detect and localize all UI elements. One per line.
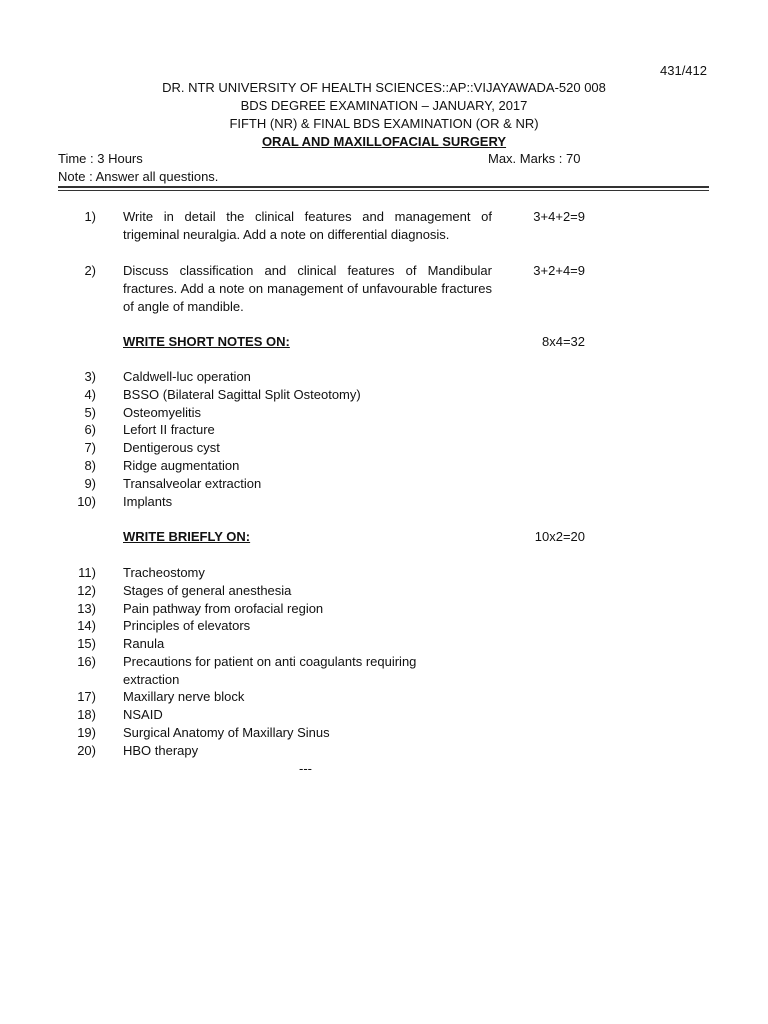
question-text: Stages of general anesthesia xyxy=(123,583,292,598)
question-marks: 3+4+2=9 xyxy=(533,209,585,224)
subject-title: ORAL AND MAXILLOFACIAL SURGERY xyxy=(261,134,507,149)
question-text: Ridge augmentation xyxy=(123,458,240,473)
question-number: 18) xyxy=(77,707,96,722)
header-divider-thin xyxy=(58,190,709,191)
exam-title: BDS DEGREE EXAMINATION – JANUARY, 2017 xyxy=(240,98,528,113)
question-number: 7) xyxy=(84,440,96,455)
question-text: Surgical Anatomy of Maxillary Sinus xyxy=(123,725,330,740)
question-number: 4) xyxy=(84,387,96,402)
header-divider xyxy=(58,186,709,188)
question-text: NSAID xyxy=(123,707,163,722)
question-number: 10) xyxy=(77,494,96,509)
question-text: Discuss classification and clinical features of Mandibular fractures. Add a note on management of unfavourable fractures of angle of mandible. xyxy=(123,263,492,314)
question-text: Implants xyxy=(123,494,173,509)
question-number: 14) xyxy=(77,618,96,633)
question-text: Maxillary nerve block xyxy=(123,689,245,704)
question-number: 1) xyxy=(84,209,96,224)
question-text: Dentigerous cyst xyxy=(123,440,220,455)
question-text: Tracheostomy xyxy=(123,565,205,580)
short-notes-marks: 8x4=32 xyxy=(541,334,585,349)
question-text: Write in detail the clinical features and management of trigeminal neuralgia. Add a note on differential diagnosis. xyxy=(123,209,492,242)
question-number: 2) xyxy=(84,263,96,278)
question-number: 5) xyxy=(84,405,96,420)
paper-code: 431/412 xyxy=(660,63,707,78)
question-text: Lefort II fracture xyxy=(123,422,215,437)
max-marks-label: Max. Marks : 70 xyxy=(488,151,581,166)
exam-year: FIFTH (NR) & FINAL BDS EXAMINATION (OR & NR) xyxy=(229,116,539,131)
question-number: 11) xyxy=(78,565,96,580)
question-text: BSSO (Bilateral Sagittal Split Osteotomy) xyxy=(123,387,361,402)
question-number: 9) xyxy=(84,476,96,491)
brief-heading: WRITE BRIEFLY ON: xyxy=(123,529,251,544)
question-text: Principles of elevators xyxy=(123,618,251,633)
question-text: Precautions for patient on anti coagulants requiring extraction xyxy=(123,654,417,687)
question-number: 13) xyxy=(77,601,96,616)
brief-marks: 10x2=20 xyxy=(534,529,585,544)
question-number: 17) xyxy=(77,689,96,704)
question-text: HBO therapy xyxy=(123,743,199,758)
note-label: Note : Answer all questions. xyxy=(58,169,219,184)
question-number: 8) xyxy=(84,458,96,473)
question-number: 3) xyxy=(84,369,96,384)
time-label: Time : 3 Hours xyxy=(58,151,143,166)
question-text: Ranula xyxy=(123,636,165,651)
question-number: 19) xyxy=(77,725,96,740)
question-text: Transalveolar extraction xyxy=(123,476,262,491)
question-marks: 3+2+4=9 xyxy=(533,263,585,278)
university-title: DR. NTR UNIVERSITY OF HEALTH SCIENCES::AP::VIJAYAWADA-520 008 xyxy=(162,80,606,95)
question-number: 12) xyxy=(77,583,96,598)
end-mark: --- xyxy=(299,761,312,776)
question-number: 20) xyxy=(77,743,96,758)
question-text: Pain pathway from orofacial region xyxy=(123,601,324,616)
question-number: 16) xyxy=(77,654,96,669)
question-text: Caldwell-luc operation xyxy=(123,369,251,384)
question-number: 15) xyxy=(77,636,96,651)
question-text: Osteomyelitis xyxy=(123,405,202,420)
short-notes-heading: WRITE SHORT NOTES ON: xyxy=(123,334,290,349)
question-number: 6) xyxy=(84,422,96,437)
